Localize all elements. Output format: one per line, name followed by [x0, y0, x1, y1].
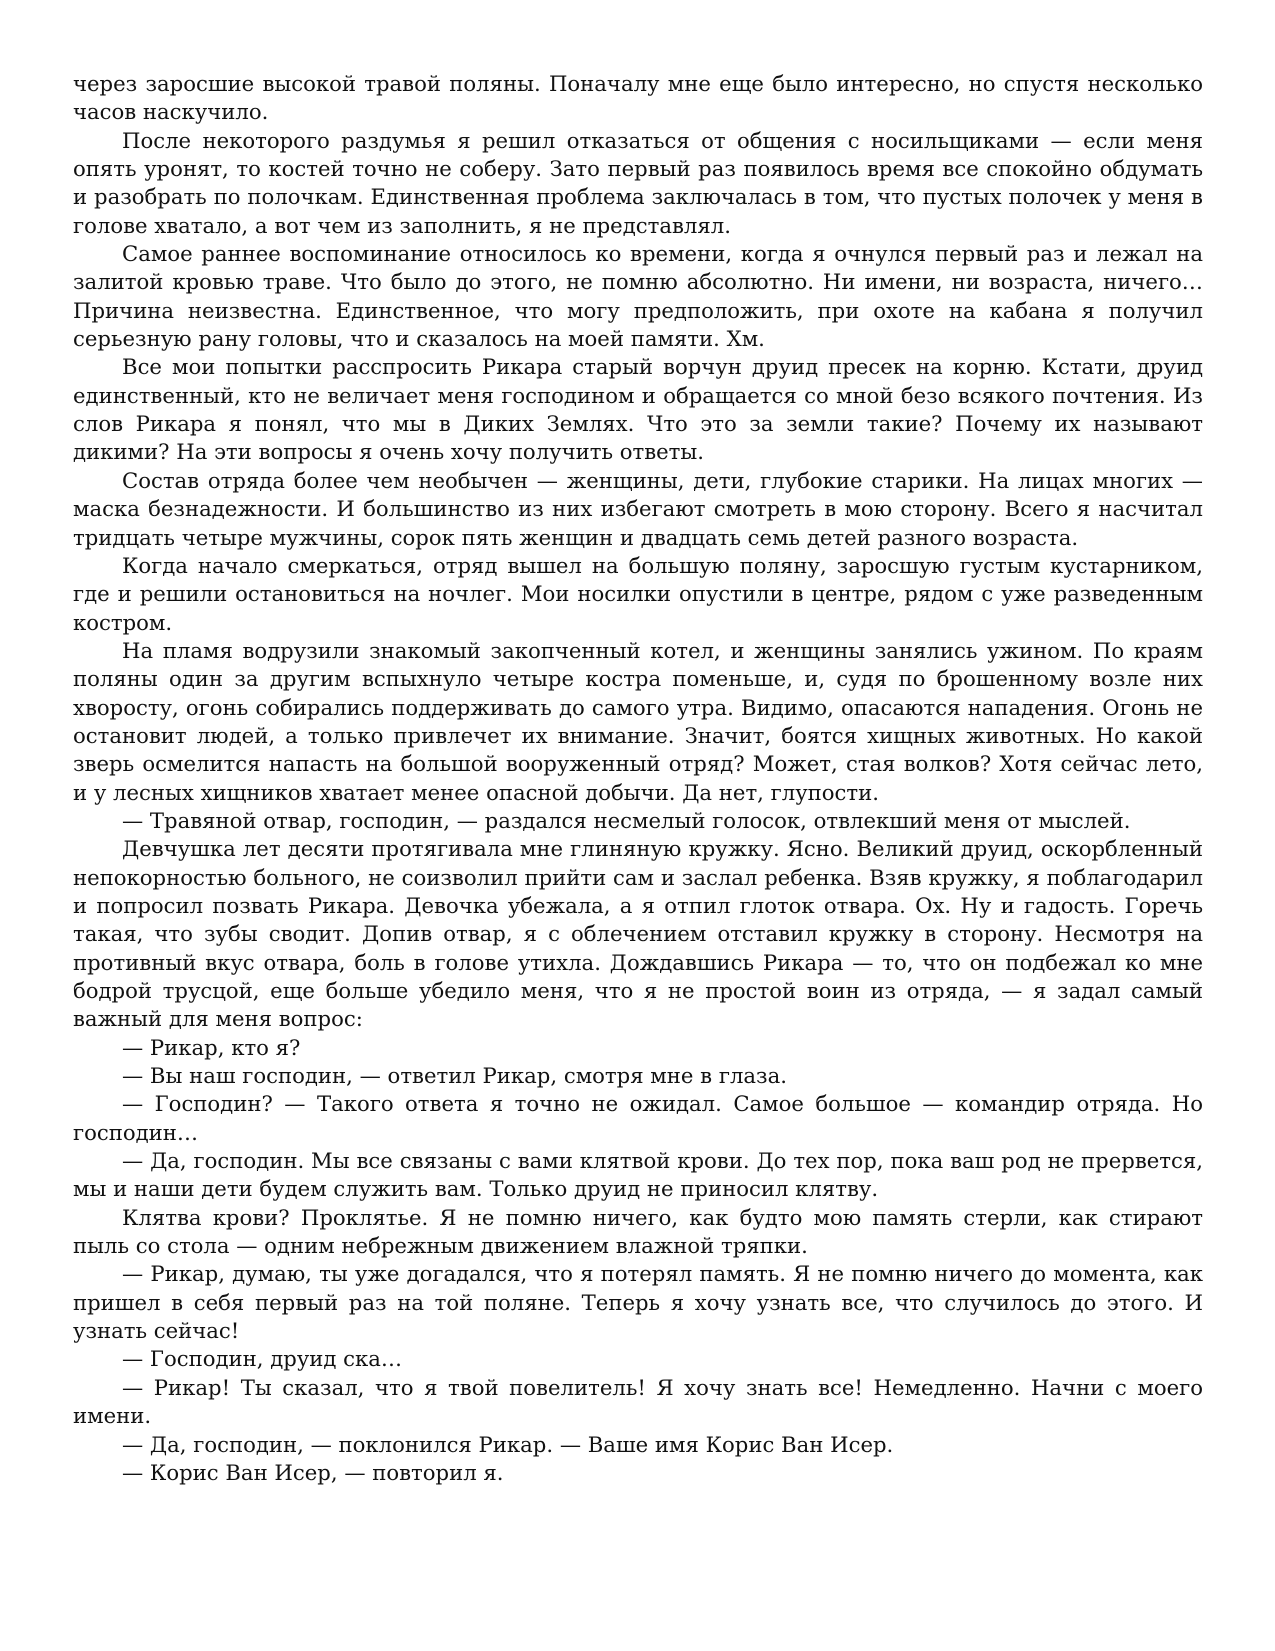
dialogue-line: — Корис Ван Исер, — повторил я. — [122, 1459, 504, 1485]
dialogue-line: — Рикар, кто я? — [122, 1034, 301, 1060]
dialogue-line: — Рикар, думаю, ты уже догадался, что я потерял память. Я не помню ничего до момента, как пришел в себя первый раз на той поляне. Теперь я хочу узнать все, что случилось до этого. И узнать сейчас! — [73, 1261, 1203, 1344]
dialogue-line: — Да, господин, — поклонился Рикар. — Ваше имя Корис Ван Исер. — [122, 1431, 894, 1457]
paragraph: Девчушка лет десяти протягивала мне глиняную кружку. Ясно. Великий друид, оскорбленный непокорностью больного, не соизволил прийти сам и заслал ребенка. Взяв кружку, я поблагодарил и попросил позвать Рикара. Девочка убежала, а я отпил глоток отвара. Ох. Ну и гадость. Горечь такая, что зубы сводит. Допив отвар, я с облечением отставил кружку в сторону. Несмотря на противный вкус отвара, боль в голове утихла. Дождавшись Рикара — то, что он подбежал ко мне бодрой трусцой, еще больше убедило меня, что я не простой воин из отряда, — я задал самый важный для меня вопрос: — [73, 836, 1203, 1032]
paragraph: Клятва крови? Проклятье. Я не помню ничего, как будто мою память стерли, как стирают пыль со стола — одним небрежным движением влажной тряпки. — [73, 1204, 1203, 1259]
dialogue-line: — Господин, друид ска… — [122, 1346, 403, 1372]
paragraph: Все мои попытки расспросить Рикара старый ворчун друид пресек на корню. Кстати, друид единственный, кто не величает меня господином и обращается со мной безо всякого почтения. Из слов Рикара я понял, что мы в Диких Землях. Что это за земли такие? Почему их называют дикими? На эти вопросы я очень хочу получить ответы. — [73, 354, 1203, 465]
paragraph: На пламя водрузили знакомый закопченный котел, и женщины занялись ужином. По краям поляны один за другим вспыхнуло четыре костра поменьше, и, судя по брошенному возле них хворосту, огонь собирались поддерживать до самого утра. Видимо, опасаются нападения. Огонь не остановит людей, а только привлечет их внимание. Значит, боятся хищных животных. Но какой зверь осмелится напасть на большой вооруженный отряд? Может, стая волков? Хотя сейчас лето, и у лесных хищников хватает менее опасной добычи. Да нет, глупости. — [73, 637, 1203, 805]
paragraph: Состав отряда более чем необычен — женщины, дети, глубокие старики. На лицах многих — маска безнадежности. И большинство из них избегают смотреть в мою сторону. Всего я насчитал тридцать четыре мужчины, сорок пять женщин и двадцать семь детей разного возраста. — [73, 467, 1203, 550]
dialogue-line: — Да, господин. Мы все связаны с вами клятвой крови. До тех пор, пока ваш род не прервется, мы и наши дети будем служить вам. Только друид не приносил клятву. — [73, 1148, 1203, 1202]
paragraph: Самое раннее воспоминание относилось ко времени, когда я очнулся первый раз и лежал на залитой кровью траве. Что было до этого, не помню абсолютно. Ни имени, ни возраста, ничего… Причина неизвестна. Единственное, что могу предположить, при охоте на кабана я получил серьезную рану головы, что и сказалось на моей памяти. Хм. — [73, 241, 1203, 352]
dialogue-line: — Вы наш господин, — ответил Рикар, смотря мне в глаза. — [122, 1063, 787, 1089]
dialogue-line: — Рикар! Ты сказал, что я твой повелитель! Я хочу знать все! Немедленно. Начни с моего имени. — [73, 1374, 1203, 1429]
paragraph: После некоторого раздумья я решил отказаться от общения с носильщиками — если меня опять уронят, то костей точно не соберу. Зато первый раз появилось время все спокойно обдумать и разобрать по полочкам. Единственная проблема заключалась в том, что пустых полочек у меня в голове хватало, а вот чем из заполнить, я не представлял. — [73, 127, 1203, 238]
book-page — [73, 70, 1203, 1487]
dialogue-line: — Господин? — Такого ответа я точно не ожидал. Самое большое — командир отряда. Но господин… — [73, 1091, 1203, 1145]
paragraph: через заросшие высокой травой поляны. Поначалу мне еще было интересно, но спустя несколько часов наскучило. — [73, 71, 1203, 125]
dialogue-line: — Травяной отвар, господин, — раздался несмелый голосок, отвлекший меня от мыслей. — [122, 807, 1131, 833]
paragraph: Когда начало смеркаться, отряд вышел на большую поляну, заросшую густым кустарником, где и решили остановиться на ночлег. Мои носилки опустили в центре, рядом с уже разведенным костром. — [73, 552, 1203, 635]
